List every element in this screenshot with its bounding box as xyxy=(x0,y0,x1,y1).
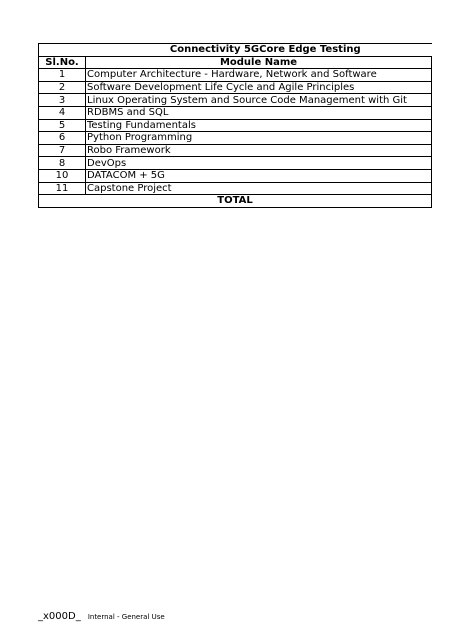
total-label: TOTAL xyxy=(39,195,432,208)
table-title: Connectivity 5GCore Edge Testing xyxy=(169,44,361,56)
table-row xyxy=(39,119,432,132)
row-number: 7 xyxy=(39,144,86,157)
row-module-name: Testing Fundamentals xyxy=(86,119,432,132)
row-module-name: RDBMS and SQL xyxy=(86,106,432,119)
row-number: 8 xyxy=(39,157,86,170)
table-row xyxy=(39,106,432,119)
table-row xyxy=(39,144,432,157)
header-row xyxy=(39,56,432,69)
row-number: 1 xyxy=(39,69,86,82)
row-module-name: Computer Architecture - Hardware, Network and Software xyxy=(86,69,432,82)
row-number: 11 xyxy=(39,182,86,195)
table-row xyxy=(39,94,432,107)
row-module-name: Linux Operating System and Source Code Management with Git xyxy=(86,94,432,107)
row-number: 10 xyxy=(39,169,86,182)
footer-code: _x000D_ xyxy=(38,611,81,622)
row-number: 3 xyxy=(39,94,86,107)
row-number: 5 xyxy=(39,119,86,132)
row-module-name: Python Programming xyxy=(86,132,432,145)
table-row xyxy=(39,69,432,82)
title-row xyxy=(39,44,432,57)
row-module-name: Robo Framework xyxy=(86,144,432,157)
header-sl-no: Sl.No. xyxy=(39,56,86,69)
row-module-name: Software Development Life Cycle and Agile Principles xyxy=(86,81,432,94)
row-module-name: DATACOM + 5G xyxy=(86,169,432,182)
table-row xyxy=(39,169,432,182)
row-module-name: DevOps xyxy=(86,157,432,170)
row-number: 4 xyxy=(39,106,86,119)
row-module-name: Capstone Project xyxy=(86,182,432,195)
table-title-cell xyxy=(39,44,432,57)
table-row xyxy=(39,132,432,145)
row-number: 6 xyxy=(39,132,86,145)
header-module-name: Module Name xyxy=(86,56,432,69)
table-row xyxy=(39,157,432,170)
footer-classification: Internal - General Use xyxy=(87,613,165,621)
page-footer xyxy=(38,604,165,623)
table-row xyxy=(39,182,432,195)
module-table xyxy=(38,43,432,208)
table-row xyxy=(39,81,432,94)
row-number: 2 xyxy=(39,81,86,94)
total-row xyxy=(39,195,432,208)
